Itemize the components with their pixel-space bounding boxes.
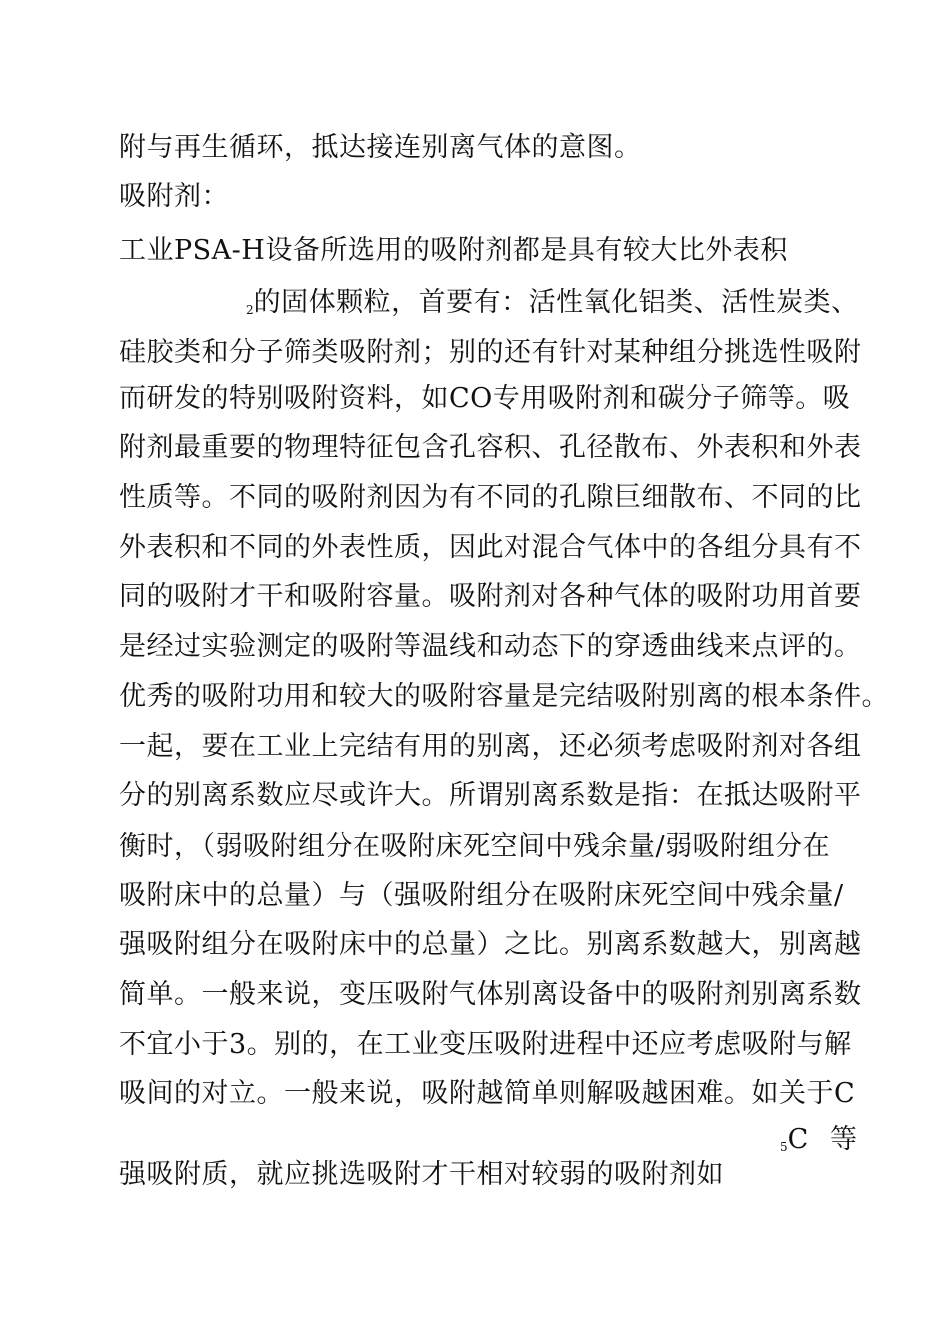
text-line-2: 吸附剂： xyxy=(119,181,229,212)
text-line-14: 分的别离系数应尽或许大。所谓别离系数是指：在抵达吸附平 xyxy=(119,780,862,811)
fragment-c: C xyxy=(787,1124,809,1155)
text-line-16: 吸附床中的总量）与（强吸附组分在吸附床死空间中残余量/ xyxy=(119,880,844,911)
text-line-7: 附剂最重要的物理特征包含孔容积、孔径散布、外表积和外表 xyxy=(119,432,862,463)
text-fragment-5c xyxy=(780,1124,808,1163)
text-fragment-deng: 等 xyxy=(830,1124,857,1155)
text-line-18: 简单。一般来说，变压吸附气体别离设备中的吸附剂别离系数 xyxy=(119,979,862,1010)
subscript-2: 2 xyxy=(246,303,254,317)
text-line-8: 性质等。不同的吸附剂因为有不同的孔隙巨细散布、不同的比 xyxy=(119,482,862,513)
text-line-6: 而研发的特别吸附资料，如CO专用吸附剂和碳分子筛等。吸 xyxy=(119,383,851,414)
text-line-9: 外表积和不同的外表性质，因此对混合气体中的各组分具有不 xyxy=(119,532,862,563)
text-line-4-body: 的固体颗粒，首要有：活性氧化铝类、活性炭类、 xyxy=(253,287,859,318)
text-line-12: 优秀的吸附功用和较大的吸附容量是完结吸附别离的根本条件。 xyxy=(119,681,889,712)
text-line-17: 强吸附组分在吸附床中的总量）之比。别离系数越大，别离越 xyxy=(119,929,862,960)
text-line-1: 附与再生循环，抵达接连别离气体的意图。 xyxy=(119,132,642,163)
text-line-20: 吸间的对立。一般来说，吸附越简单则解吸越困难。如关于C xyxy=(119,1078,856,1109)
text-line-15: 衡时，（弱吸附组分在吸附床死空间中残余量/弱吸附组分在 xyxy=(119,831,831,862)
text-line-10: 同的吸附才干和吸附容量。吸附剂对各种气体的吸附功用首要 xyxy=(119,581,862,612)
subscript-5: 5 xyxy=(780,1140,788,1154)
text-line-5: 硅胶类和分子筛类吸附剂；别的还有针对某种组分挑选性吸附 xyxy=(119,337,862,368)
text-line-4 xyxy=(246,287,859,326)
text-line-21: 强吸附质，就应挑选吸附才干相对较弱的吸附剂如 xyxy=(119,1159,724,1190)
text-line-3: 工业PSA-H设备所选用的吸附剂都是具有较大比外表积 xyxy=(119,235,788,266)
text-line-11: 是经过实验测定的吸附等温线和动态下的穿透曲线来点评的。 xyxy=(119,631,862,662)
text-line-13: 一起，要在工业上完结有用的别离，还必须考虑吸附剂对各组 xyxy=(119,731,862,762)
text-line-19: 不宜小于3。别的，在工业变压吸附进程中还应考虑吸附与解 xyxy=(119,1029,852,1060)
